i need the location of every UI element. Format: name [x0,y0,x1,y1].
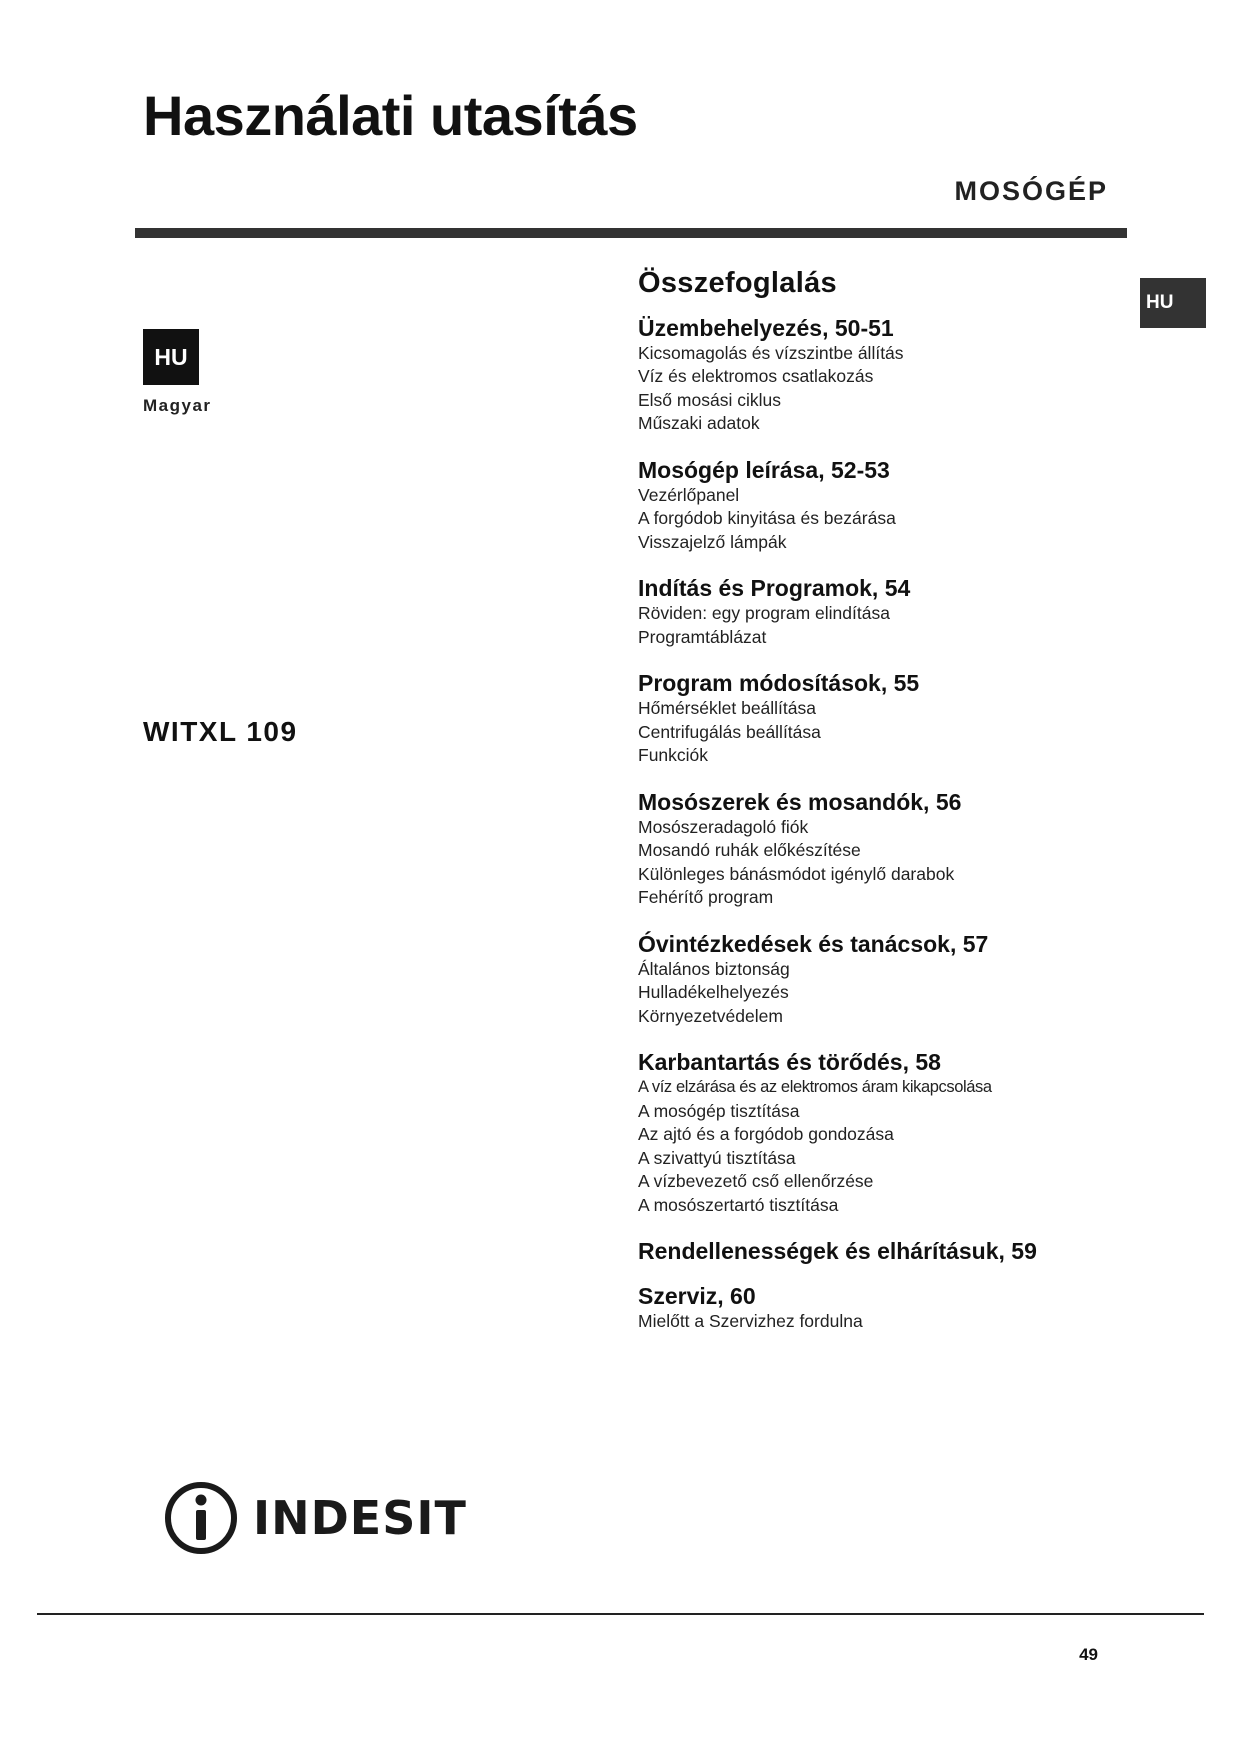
toc-item: Mielőtt a Szervizhez fordulna [638,1311,863,1332]
toc-item: Fehérítő program [638,887,774,908]
toc-heading: Üzembehelyezés, 50-51 [638,314,894,341]
toc-heading: Mosószerek és mosandók, 56 [638,788,962,815]
toc-item: Környezetvédelem [638,1005,783,1026]
toc-item: Általános biztonság [638,958,790,979]
toc-item: Különleges bánásmódot igénylő darabok [638,863,955,884]
toc-item: Funkciók [638,745,709,766]
toc-heading: Óvintézkedések és tanácsok, 57 [638,930,989,957]
toc-heading: Mosógép leírása, 52-53 [638,456,890,483]
toc-item: Az ajtó és a forgódob gondozása [638,1124,894,1145]
toc-section-detergents [638,789,1078,910]
toc-item: A forgódob kinyitása és bezárása [638,508,896,529]
toc-heading: Karbantartás és törődés, 58 [638,1049,941,1076]
toc-item: Első mosási ciklus [638,389,781,410]
toc-section-troubleshooting [638,1238,1078,1265]
indesit-logo-icon [163,1480,239,1556]
toc-section-service [638,1283,1078,1334]
toc-item: Hulladékelhelyezés [638,982,789,1003]
toc-item: Mosandó ruhák előkészítése [638,840,861,861]
toc-item: Programtáblázat [638,626,767,647]
toc-item: A szivattyú tisztítása [638,1147,796,1168]
toc-section-description [638,457,1078,555]
toc-item: Röviden: egy program elindítása [638,603,890,624]
toc-item: Centrifugálás beállítása [638,721,821,742]
header-divider [135,228,1127,238]
model-number: WITXL 109 [143,716,298,747]
language-name: Magyar [143,396,212,415]
footer-divider [37,1613,1204,1615]
toc-item: Mosószeradagoló fiók [638,816,809,837]
toc-item: A vízbevezető cső ellenőrzése [638,1171,874,1192]
toc-section-programs [638,575,1078,649]
product-type: MOSÓGÉP [954,176,1108,206]
toc-item: A mosószertartó tisztítása [638,1194,839,1215]
toc-section-precautions [638,931,1078,1029]
document-title: Használati utasítás [143,84,638,147]
brand-logo [163,1480,467,1556]
toc-section-maintenance [638,1049,1078,1217]
language-badge: HU [143,329,199,385]
toc-item: Kicsomagolás és vízszintbe állítás [638,342,904,363]
language-edge-tab: HU [1140,278,1206,328]
page-number: 49 [1079,1645,1098,1664]
toc-heading: Szerviz, 60 [638,1283,756,1310]
brand-wordmark: INDESIT [253,1491,467,1545]
toc-item: Hőmérséklet beállítása [638,698,816,719]
toc-heading: Indítás és Programok, 54 [638,575,911,602]
toc-item: A mosógép tisztítása [638,1100,800,1121]
toc-item: A víz elzárása és az elektromos áram kikapcsolása [638,1078,992,1097]
toc-title: Összefoglalás [638,267,837,299]
toc-section-installation [638,315,1078,436]
toc-item: Műszaki adatok [638,413,760,434]
toc-heading: Rendellenességek és elhárításuk, 59 [638,1238,1037,1265]
toc-item: Víz és elektromos csatlakozás [638,366,874,387]
toc-item: Vezérlőpanel [638,484,740,505]
table-of-contents [638,266,1078,1355]
toc-item: Visszajelző lámpák [638,531,787,552]
toc-section-modifications [638,670,1078,768]
toc-heading: Program módosítások, 55 [638,670,920,697]
